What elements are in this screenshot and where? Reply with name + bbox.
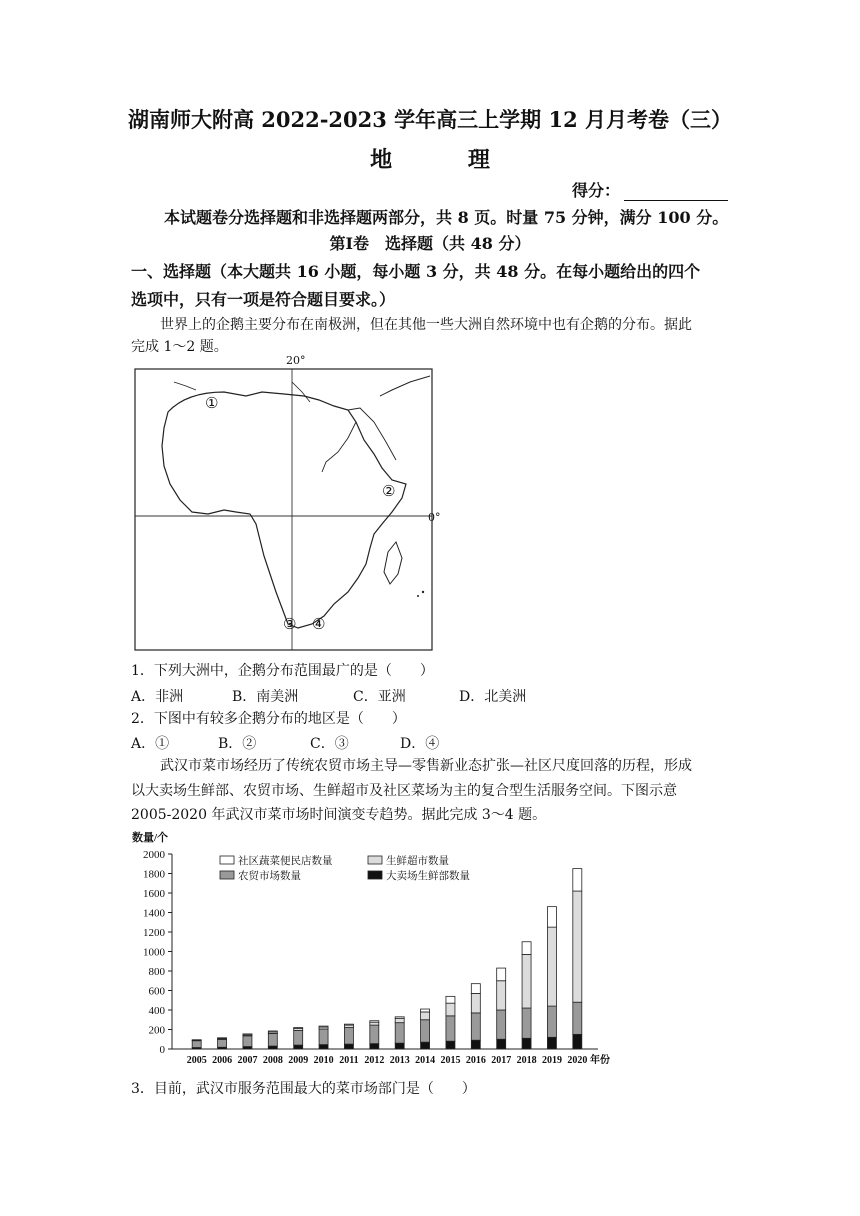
legend-swatch xyxy=(220,856,234,864)
legend-label: 社区蔬菜便民店数量 xyxy=(238,856,333,867)
x-tick-label: 2015 xyxy=(440,1055,461,1066)
bar-segment xyxy=(573,869,582,891)
q1-stem: 1．下列大洲中，企鹅分布范围最广的是（ ） xyxy=(131,663,434,679)
passage1-line2: 完成 1～2 题。 xyxy=(131,339,228,355)
x-tick-label: 2006 xyxy=(212,1055,233,1066)
legend-swatch xyxy=(220,871,234,879)
map-marker-2: ② xyxy=(382,482,396,500)
bar-segment xyxy=(421,1020,430,1042)
y-tick-label: 400 xyxy=(148,1005,165,1017)
q1-option-d[interactable]: D．北美洲 xyxy=(459,689,527,705)
x-tick-label: 2008 xyxy=(262,1055,283,1066)
x-tick-label: 2007 xyxy=(237,1055,258,1066)
bar-segment xyxy=(218,1038,227,1039)
bar-segment xyxy=(446,1003,455,1016)
bar-segment xyxy=(319,1029,328,1045)
africa-outline xyxy=(162,392,406,628)
bar-segment xyxy=(243,1034,252,1035)
q2-option-c[interactable]: C．③ xyxy=(310,736,349,752)
y-tick-label: 200 xyxy=(148,1024,165,1037)
bar-segment xyxy=(192,1041,201,1048)
italy-coast xyxy=(292,382,310,402)
madagascar xyxy=(384,542,402,584)
legend-swatch xyxy=(368,856,382,864)
bar-segment xyxy=(446,996,455,1003)
bar-segment xyxy=(319,1026,328,1027)
q3-stem: 3．目前，武汉市服务范围最大的菜市场部门是（ ） xyxy=(131,1081,476,1097)
q1-option-c[interactable]: C．亚洲 xyxy=(353,689,406,705)
y-tick-label: 1600 xyxy=(143,888,165,900)
map-lat-label: 0° xyxy=(428,511,441,524)
bar-segment xyxy=(471,1040,480,1049)
bar-segment xyxy=(547,907,556,927)
bar-segment xyxy=(573,1034,582,1049)
y-axis-label: 数量/个 xyxy=(132,832,169,844)
q2-option-b[interactable]: B．② xyxy=(218,736,257,752)
y-tick-label: 2000 xyxy=(143,849,165,861)
bar-segment xyxy=(268,1046,277,1049)
section1-line1: 一、选择题（本大题共 16 小题，每小题 3 分，共 48 分。在每小题给出的四个 xyxy=(131,262,701,281)
section1-line2: 选项中，只有一项是符合题目要求。） xyxy=(131,290,396,309)
map-marker-4: ④ xyxy=(312,615,326,633)
bar-segment xyxy=(268,1033,277,1046)
bar-segment xyxy=(421,1012,430,1020)
bar-segment xyxy=(344,1044,353,1049)
x-tick-label: 2019 xyxy=(541,1055,562,1066)
x-tick-label: 2009 xyxy=(288,1055,309,1066)
x-tick-label: 2010 xyxy=(313,1055,334,1066)
map-marker-3: ③ xyxy=(283,615,297,633)
bar-segment xyxy=(497,1039,506,1049)
q1-option-a[interactable]: A．非洲 xyxy=(131,689,184,705)
x-tick-label: 2014 xyxy=(415,1055,436,1066)
x-tick-label: 2017 xyxy=(491,1055,512,1066)
legend-swatch xyxy=(368,871,382,879)
bar-segment xyxy=(395,1018,404,1022)
y-tick-label: 1200 xyxy=(143,927,165,939)
y-tick-label: 1400 xyxy=(143,907,165,920)
x-tick-label: 2020 xyxy=(567,1055,588,1066)
bar-segment xyxy=(446,1016,455,1041)
bar-segment xyxy=(395,1023,404,1043)
bar-segment xyxy=(497,968,506,981)
exam-intro: 本试题卷分选择题和非选择题两部分，共 8 页。时量 75 分钟，满分 100 分。 xyxy=(164,208,729,227)
bar-segment xyxy=(294,1030,303,1045)
passage1-line1: 世界上的企鹅主要分布在南极洲，但在其他一些大洲自然环境中也有企鹅的分布。据此 xyxy=(160,317,692,333)
subject-title: 地 理 xyxy=(370,147,524,173)
x-tick-label: 2005 xyxy=(186,1055,207,1066)
bar-segment xyxy=(370,1022,379,1025)
bar-segment xyxy=(573,1002,582,1034)
legend-label: 生鲜超市数量 xyxy=(386,856,449,867)
map-frame xyxy=(135,369,432,650)
iberia-coast xyxy=(174,382,196,390)
x-tick-label: 2013 xyxy=(389,1055,410,1066)
y-tick-label: 0 xyxy=(159,1044,165,1056)
bar-segment xyxy=(522,954,531,1008)
q2-option-d[interactable]: D．④ xyxy=(400,736,440,752)
q2-options xyxy=(131,733,439,753)
bar-segment xyxy=(547,1037,556,1049)
bar-segment xyxy=(497,1010,506,1039)
score-label: 得分： xyxy=(572,181,621,200)
bar-segment xyxy=(421,1009,430,1012)
q1-options xyxy=(131,686,526,706)
x-tick-label: 2011 xyxy=(339,1055,359,1066)
q2-stem: 2．下图中有较多企鹅分布的地区是（ ） xyxy=(131,711,406,727)
score-field xyxy=(572,178,728,201)
bar-segment xyxy=(268,1031,277,1032)
market-trend-chart xyxy=(128,827,608,1069)
x-tick-label: 2018 xyxy=(516,1055,537,1066)
bar-segment xyxy=(471,1013,480,1040)
q1-option-b[interactable]: B．南美洲 xyxy=(232,689,299,705)
bar-segment xyxy=(243,1036,252,1047)
bar-segment xyxy=(395,1017,404,1018)
bar-segment xyxy=(421,1042,430,1049)
legend-label: 农贸市场数量 xyxy=(238,871,301,882)
bar-segment xyxy=(294,1045,303,1049)
map-marker-1: ① xyxy=(205,394,219,412)
bar-segment xyxy=(370,1044,379,1049)
y-tick-label: 600 xyxy=(148,985,165,998)
x-tick-label: 2012 xyxy=(364,1055,385,1066)
africa-map xyxy=(134,352,439,652)
bar-segment xyxy=(547,927,556,1006)
y-tick-label: 800 xyxy=(148,966,165,978)
red-sea-coast xyxy=(322,422,356,472)
bar-segment xyxy=(497,981,506,1010)
q2-option-a[interactable]: A．① xyxy=(131,736,170,752)
legend-label: 大卖场生鲜部数量 xyxy=(386,871,470,882)
bar-segment xyxy=(522,1008,531,1038)
passage2-line2: 以大卖场生鲜部、农贸市场、生鲜超市及社区菜场为主的复合型生活服务空间。下图示意 xyxy=(131,783,677,799)
bar-segment xyxy=(370,1021,379,1022)
bar-segment xyxy=(547,1006,556,1037)
bar-segment xyxy=(471,993,480,1013)
bar-segment xyxy=(319,1045,328,1049)
x-axis-label: 年份 xyxy=(590,1055,610,1066)
y-tick-label: 1800 xyxy=(143,868,165,881)
coast-north-east xyxy=(380,376,430,396)
passage2-line3: 2005-2020 年武汉市菜市场时间演变专趋势。据此完成 3～4 题。 xyxy=(131,807,547,823)
bar-segment xyxy=(446,1041,455,1049)
map-lon-label: 20° xyxy=(286,354,306,367)
bar-segment xyxy=(370,1025,379,1044)
bar-segment xyxy=(395,1043,404,1049)
x-tick-label: 2016 xyxy=(465,1055,486,1066)
bar-segment xyxy=(573,891,582,1002)
exam-title: 湖南师大附高 2022-2023 学年高三上学期 12 月月考卷（三） xyxy=(127,107,733,132)
passage2-line1: 武汉市菜市场经历了传统农贸市场主导—零售新业态扩张—社区尺度回落的历程，形成 xyxy=(160,758,692,774)
y-tick-label: 1000 xyxy=(143,946,165,959)
bar-segment xyxy=(522,1038,531,1049)
part1-title: 第Ⅰ卷 选择题（共 48 分） xyxy=(329,234,531,253)
bar-segment xyxy=(344,1024,353,1025)
bar-segment xyxy=(344,1028,353,1045)
bar-segment xyxy=(294,1028,303,1029)
score-blank xyxy=(624,184,728,201)
bar-segment xyxy=(218,1039,227,1047)
bar-segment xyxy=(522,942,531,955)
bar-segment xyxy=(471,984,480,994)
